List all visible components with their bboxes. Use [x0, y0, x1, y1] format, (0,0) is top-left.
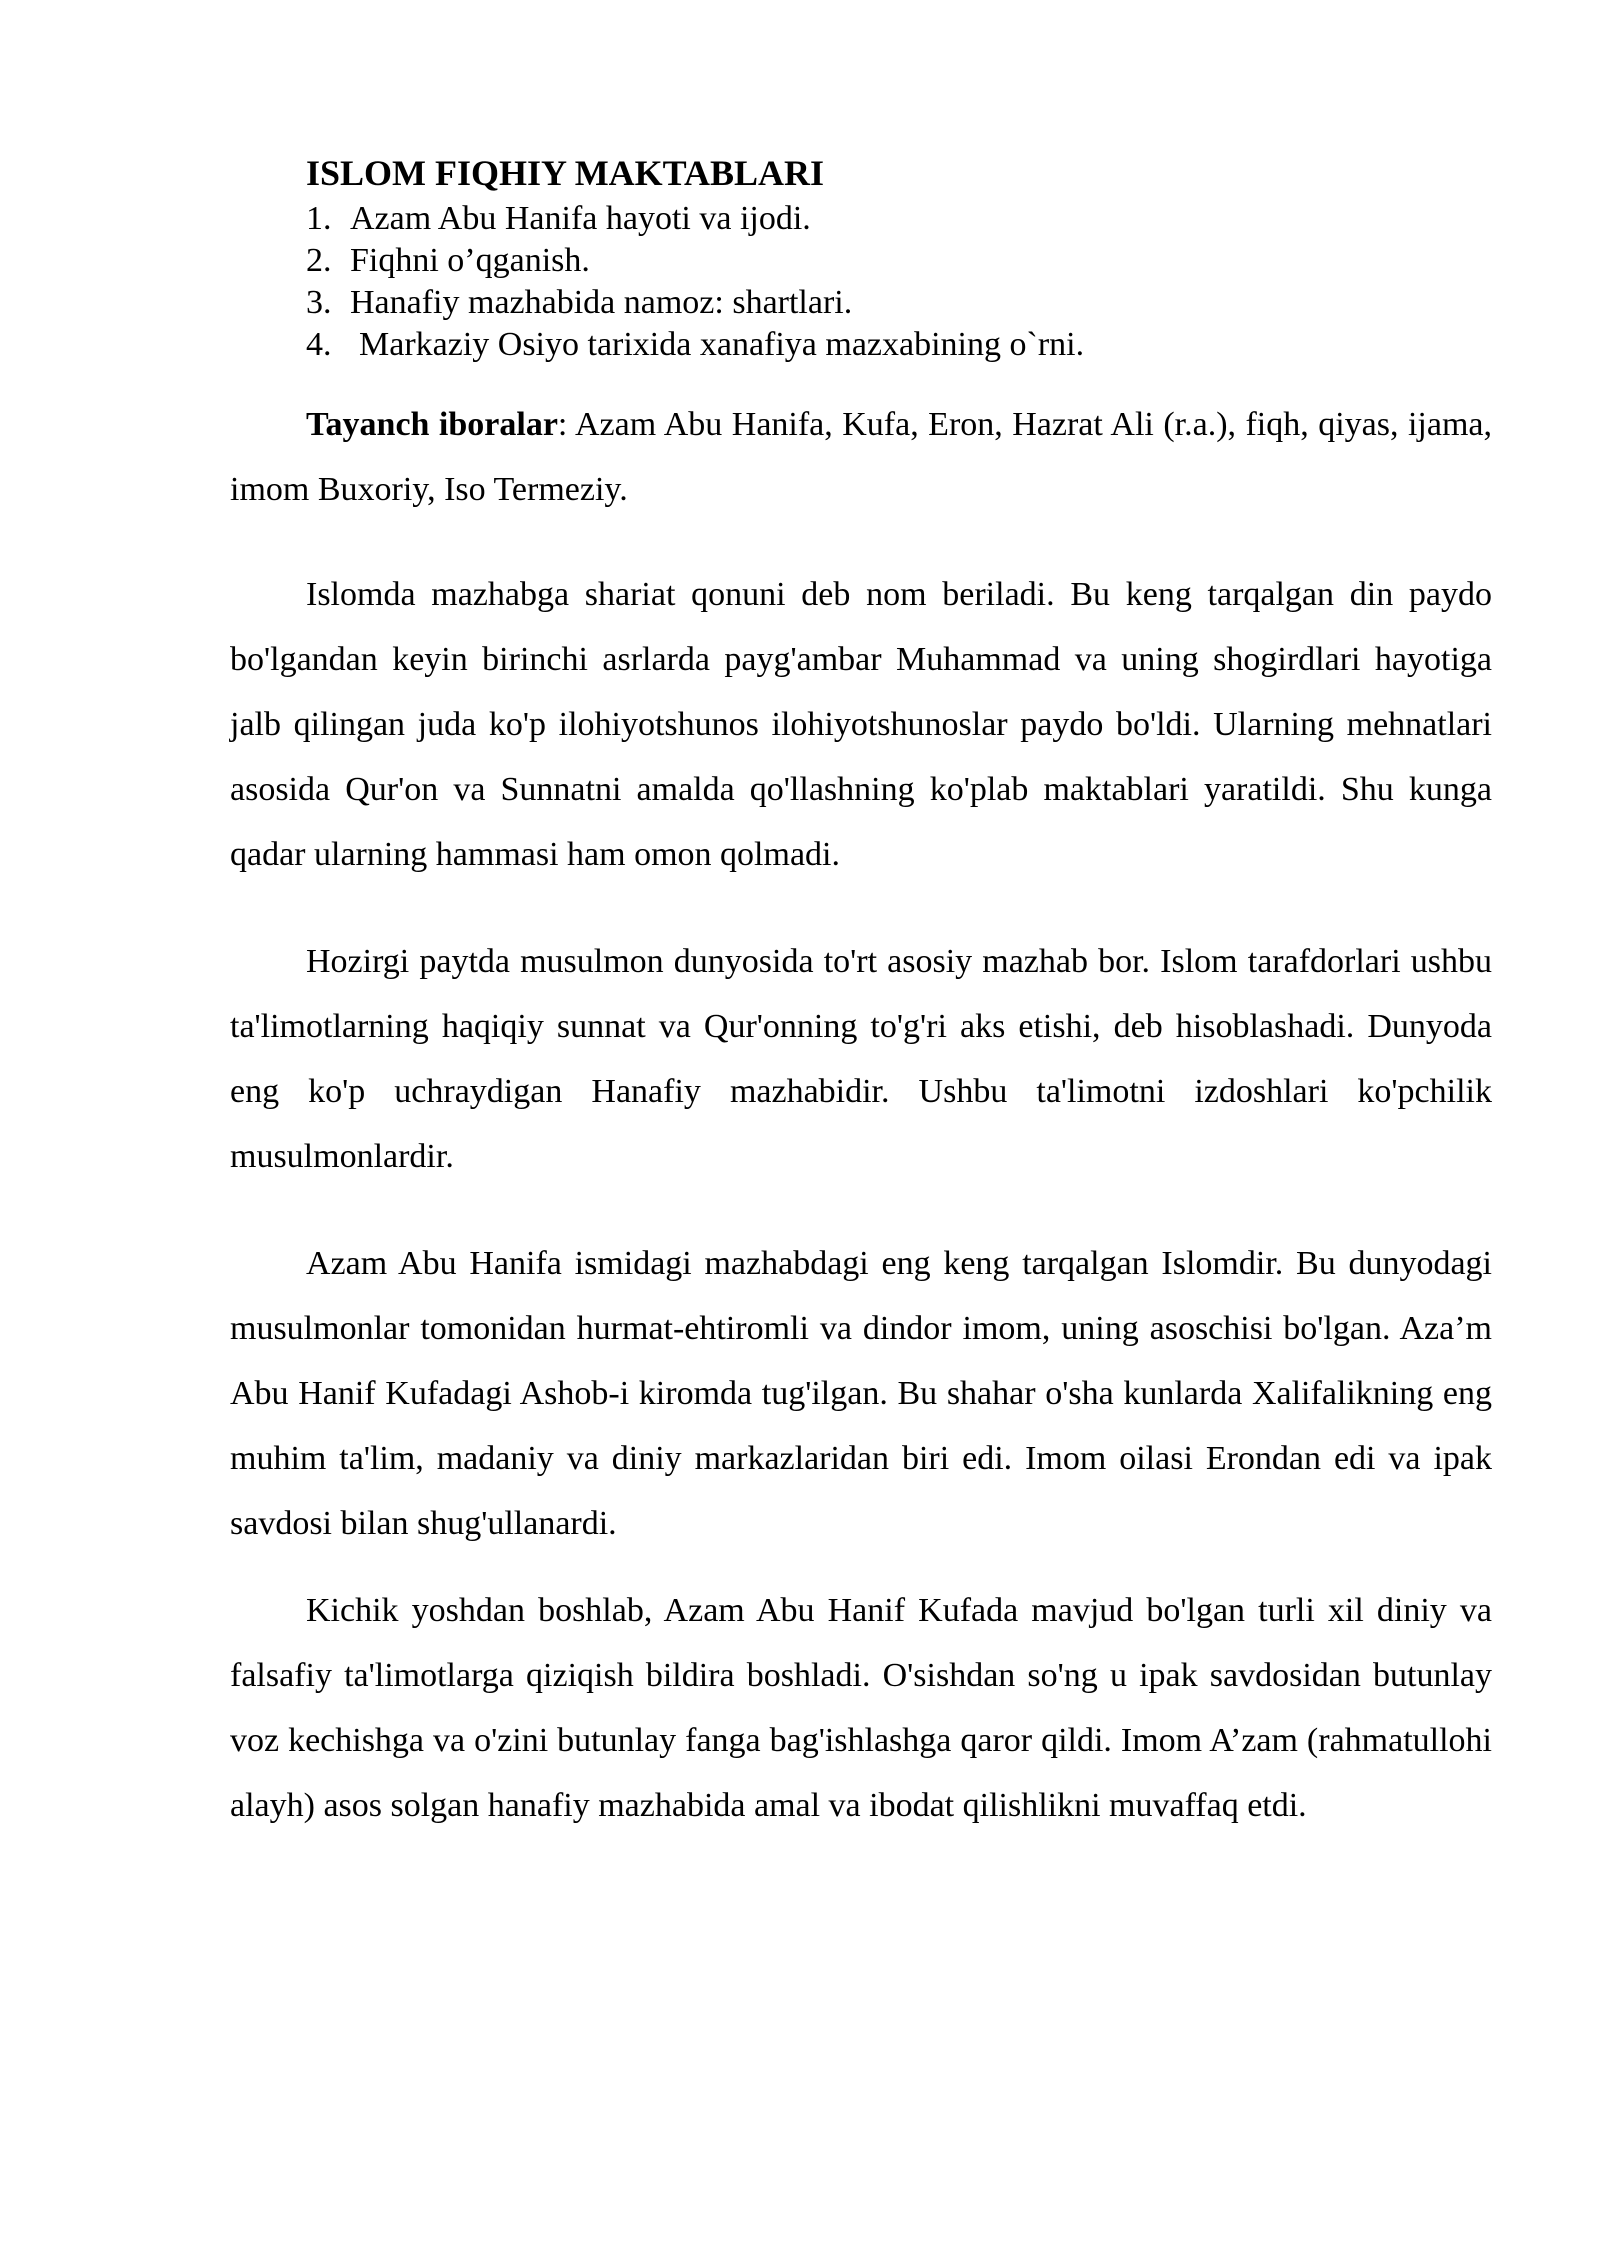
body-paragraph: Islomda mazhabga shariat qonuni deb nom beriladi. Bu keng tarqalgan din paydo bo'lgandan keyin birinchi asrlarda payg'ambar Muhammad va uning shogirdlari hayotiga jalb qilingan juda ko'p ilohiyotshunos ilohiyotshunoslar paydo bo'ldi. Ularning mehnatlari asosida Qur'on va Sunnatni amalda qo'llashning ko'plab maktablari yaratildi. Shu kunga qadar ularning hammasi ham omon qolmadi.: [230, 576, 1492, 873]
keywords-text: : Azam Abu Hanifa, Kufa, Eron, Hazrat Ali (r.a.), fiqh, qiyas, ijama, imom Buxoriy, Iso Termeziy.: [230, 406, 1492, 508]
keywords-paragraph: [230, 392, 1492, 522]
topic-item: [306, 324, 1492, 366]
topic-text: Markaziy Osiyo tarixida xanafiya mazxabining o`rni.: [359, 326, 1085, 363]
body-paragraph: Kichik yoshdan boshlab, Azam Abu Hanif Kufada mavjud bo'lgan turli xil diniy va falsafiy ta'limotlarga qiziqish bildira boshladi. O'sishdan so'ng u ipak savdosidan butunlay voz kechishga va o'zini butunlay fanga bag'ishlashga qaror qildi. Imom A’zam (rahmatullohi alayh) asos solgan hanafiy mazhabida amal va ibodat qilishlikni muvaffaq etdi.: [230, 1592, 1492, 1824]
topic-text: Fiqhni o’qganish.: [350, 242, 590, 279]
topic-item: [306, 198, 1492, 240]
topic-item: [306, 282, 1492, 324]
topic-list: [230, 198, 1492, 366]
topic-text: Azam Abu Hanifa hayoti va ijodi.: [350, 200, 811, 237]
topic-text: Hanafiy mazhabida namoz: shartlari.: [350, 284, 853, 321]
body-paragraph: Hozirgi paytda musulmon dunyosida to'rt asosiy mazhab bor. Islom tarafdorlari ushbu ta'limotlarning haqiqiy sunnat va Qur'onning to'g'ri aks etishi, deb hisoblashadi. Dunyoda eng ko'p uchraydigan Hanafiy mazhabidir. Ushbu ta'limotni izdoshlari ko'pchilik musulmonlardir.: [230, 943, 1492, 1175]
document-title: ISLOM FIQHIY MAKTABLARI: [306, 153, 825, 193]
body-paragraph: Azam Abu Hanifa ismidagi mazhabdagi eng keng tarqalgan Islomdir. Bu dunyodagi musulmonlar tomonidan hurmat-ehtiromli va dindor imom, uning asoschisi bo'lgan. Aza’m Abu Hanif Kufadagi Ashob-i kiromda tug'ilgan. Bu shahar o'sha kunlarda Xalifalikning eng muhim ta'lim, madaniy va diniy markazlaridan biri edi. Imom oilasi Erondan edi va ipak savdosi bilan shug'ullanardi.: [230, 1245, 1492, 1542]
topic-item: [306, 240, 1492, 282]
keywords-label: Tayanch iboralar: [306, 406, 558, 443]
topic-number: 2.: [306, 242, 332, 279]
topic-number: 4.: [306, 326, 332, 363]
topic-number: 1.: [306, 200, 332, 237]
page-content: [230, 150, 1492, 1838]
topic-number: 3.: [306, 284, 332, 321]
